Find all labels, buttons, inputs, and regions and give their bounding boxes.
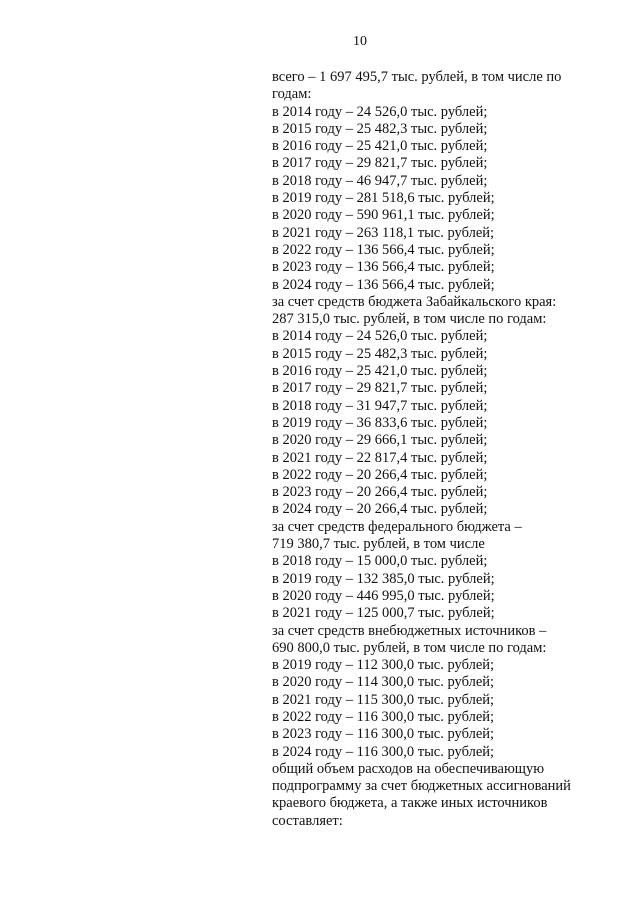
text-line: в 2023 году – 20 266,4 тыс. рублей; [272,484,488,501]
text-line: в 2016 году – 25 421,0 тыс. рублей; [272,363,488,380]
text-line: в 2018 году – 46 947,7 тыс. рублей; [272,172,488,189]
text-line: в 2014 году – 24 526,0 тыс. рублей; [272,103,488,120]
text-line: в 2024 году – 136 566,4 тыс. рублей; [272,276,495,293]
text-line: в 2024 году – 20 266,4 тыс. рублей; [272,501,488,518]
text-line: в 2016 году – 25 421,0 тыс. рублей; [272,138,488,155]
text-line: в 2018 году – 15 000,0 тыс. рублей; [272,553,488,570]
text-line: 690 800,0 тыс. рублей, в том числе по годам: [272,639,547,656]
text-line: в 2020 году – 590 961,1 тыс. рублей; [272,207,495,224]
text-line: в 2015 году – 25 482,3 тыс. рублей; [272,120,488,137]
text-line: краевого бюджета, а также иных источников [272,795,548,812]
text-line: 719 380,7 тыс. рублей, в том числе [272,536,485,553]
text-line: подпрограмму за счет бюджетных ассигнований [272,778,571,795]
text-line: всего – 1 697 495,7 тыс. рублей, в том числе по [272,69,562,85]
text-line: в 2021 году – 22 817,4 тыс. рублей; [272,449,488,466]
text-line: в 2015 году – 25 482,3 тыс. рублей; [272,345,488,362]
text-line: в 2019 году – 112 300,0 тыс. рублей; [272,657,495,674]
text-line: в 2019 году – 132 385,0 тыс. рублей; [272,570,495,587]
text-line: за счет средств бюджета Забайкальского края: [272,293,557,310]
text-line: в 2020 году – 114 300,0 тыс. рублей; [272,674,495,691]
text-line: 287 315,0 тыс. рублей, в том числе по годам: [272,311,547,328]
text-line: за счет средств внебюджетных источников – [272,622,547,639]
text-line: в 2018 году – 31 947,7 тыс. рублей; [272,397,488,414]
text-line: в 2021 году – 263 118,1 тыс. рублей; [272,224,495,241]
text-line: в 2019 году – 36 833,6 тыс. рублей; [272,414,488,431]
text-line: в 2019 году – 281 518,6 тыс. рублей; [272,190,495,207]
text-line: в 2023 году – 136 566,4 тыс. рублей; [272,259,495,276]
text-line: общий объем расходов на обеспечивающую [272,760,545,777]
text-line: в 2020 году – 446 995,0 тыс. рублей; [272,587,495,604]
text-line: в 2022 году – 116 300,0 тыс. рублей; [272,708,495,725]
text-line: за счет средств федерального бюджета – [272,518,522,535]
text-line: в 2022 году – 136 566,4 тыс. рублей; [272,241,495,258]
text-line: составляет: [272,812,343,829]
text-line: в 2017 году – 29 821,7 тыс. рублей; [272,155,488,172]
text-line: годам: [272,86,312,103]
text-line: в 2021 году – 115 300,0 тыс. рублей; [272,691,495,708]
text-line: в 2014 году – 24 526,0 тыс. рублей; [272,328,488,345]
text-line: в 2023 году – 116 300,0 тыс. рублей; [272,726,495,743]
funding-text-block [272,69,612,830]
text-line: в 2021 году – 125 000,7 тыс. рублей; [272,605,495,622]
text-line: в 2017 году – 29 821,7 тыс. рублей; [272,380,488,397]
text-line: в 2022 году – 20 266,4 тыс. рублей; [272,466,488,483]
text-line: в 2024 году – 116 300,0 тыс. рублей; [272,743,495,760]
page-number: 10 [353,34,367,49]
text-line: в 2020 году – 29 666,1 тыс. рублей; [272,432,488,449]
